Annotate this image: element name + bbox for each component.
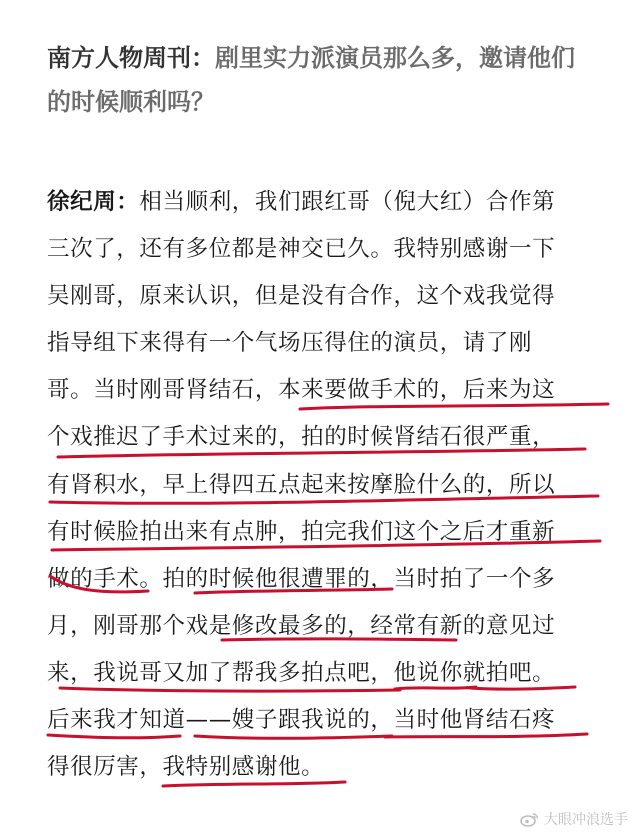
answer-line: 做的手术。拍的时候他很遭罪的，当时拍了一个多 [47,565,556,592]
answer-line: 来，我说哥又加了帮我多拍点吧，他说你就拍吧。 [47,659,556,686]
answer-line: 吴刚哥，原来认识，但是没有合作，这个戏我觉得 [47,283,556,310]
answer-line: 三次了，还有多位都是神交已久。我特别感谢一下 [47,236,556,263]
watermark-text: 大眼冲浪选手 [544,812,628,828]
weibo-watermark [520,806,638,832]
answer-line: 哥。当时刚哥肾结石，本来要做手术的，后来为这 [47,377,556,404]
answer-line: 后来我才知道——嫂子跟我说的，当时他肾结石疼 [47,707,556,734]
answer-line: 月，刚哥那个戏是修改最多的，经常有新的意见过 [47,612,556,639]
question-text-2: 的时候顺利吗？ [47,88,215,116]
question-text-1: 剧里实力派演员那么多，邀请他们 [215,44,575,72]
weibo-logo-icon [520,811,540,827]
answer-line: 指导组下来得有一个气场压得住的演员，请了刚 [47,330,533,357]
answer-block [47,180,612,792]
answer-line: 有时候脸拍出来有点肿，拍完我们这个之后才重新 [47,518,556,545]
question-line-1 [47,36,607,80]
answer-line: 个戏推迟了手术过来的，拍的时候肾结石很严重， [47,424,556,451]
question-speaker: 南方人物周刊： [47,44,215,72]
answer-line [47,180,612,227]
answer-speaker: 徐纪周： [47,189,140,215]
answer-text: 相当顺利，我们跟红哥（倪大红）合作第 [139,189,556,215]
answer-line: 有肾积水，早上得四五点起来按摩脸什么的，所以 [47,471,556,498]
question-block [47,36,607,124]
question-line-2 [47,80,607,124]
answer-line: 得很厉害，我特别感谢他。 [47,754,325,781]
